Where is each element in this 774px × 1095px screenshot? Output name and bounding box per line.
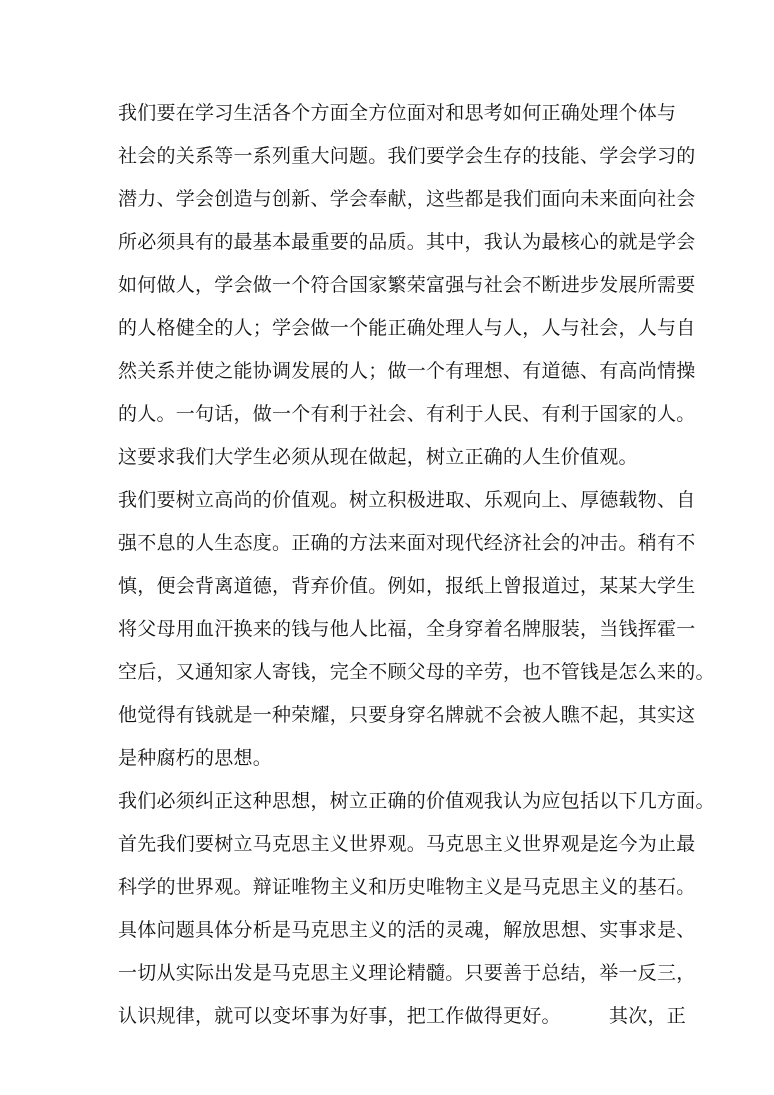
text-line: 慎，便会背离道德，背弃价值。例如，报纸上曾报道过，某某大学生 bbox=[118, 575, 696, 597]
text-line: 强不息的人生态度。正确的方法来面对现代经济社会的冲击。稍有不 bbox=[118, 532, 696, 554]
text-line: 具体问题具体分析是马克思主义的活的灵魂，解放思想、实事求是、 bbox=[118, 919, 696, 941]
text-line: 然关系并使之能协调发展的人；做一个有理想、有道德、有高尚情操 bbox=[118, 360, 696, 382]
text-line: 的人格健全的人；学会做一个能正确处理人与人，人与社会，人与自 bbox=[118, 317, 696, 339]
text-line: 的人。一句话，做一个有利于社会、有利于人民、有利于国家的人。 bbox=[118, 403, 696, 425]
text-line: 认识规律，就可以变坏事为好事，把工作做得更好。 其次，正 bbox=[118, 1005, 687, 1027]
text-line: 所必须具有的最基本最重要的品质。其中，我认为最核心的就是学会 bbox=[118, 231, 696, 253]
text-line: 一切从实际出发是马克思主义理论精髓。只要善于总结，举一反三， bbox=[118, 962, 696, 984]
text-line: 空后，又通知家人寄钱，完全不顾父母的辛劳，也不管钱是怎么来的。 bbox=[118, 661, 715, 683]
text-line: 如何做人，学会做一个符合国家繁荣富强与社会不断进步发展所需要 bbox=[118, 274, 696, 296]
text-line: 他觉得有钱就是一种荣耀，只要身穿名牌就不会被人瞧不起，其实这 bbox=[118, 704, 696, 726]
text-line: 社会的关系等一系列重大问题。我们要学会生存的技能、学会学习的 bbox=[118, 145, 696, 167]
text-line: 是种腐朽的思想。 bbox=[118, 747, 273, 769]
text-line: 潜力、学会创造与创新、学会奉献，这些都是我们面向未来面向社会 bbox=[118, 188, 696, 210]
text-line: 这要求我们大学生必须从现在做起，树立正确的人生价值观。 bbox=[118, 446, 638, 468]
text-line: 我们要在学习生活各个方面全方位面对和思考如何正确处理个体与 bbox=[118, 102, 677, 124]
text-line: 将父母用血汗换来的钱与他人比福，全身穿着名牌服装，当钱挥霍一 bbox=[118, 618, 696, 640]
text-line: 我们要树立高尚的价值观。树立积极进取、乐观向上、厚德载物、自 bbox=[118, 489, 696, 511]
text-line: 科学的世界观。辩证唯物主义和历史唯物主义是马克思主义的基石。 bbox=[118, 876, 696, 898]
text-line: 我们必须纠正这种思想，树立正确的价值观我认为应包括以下几方面。 bbox=[118, 790, 715, 812]
text-line: 首先我们要树立马克思主义世界观。马克思主义世界观是迄今为止最 bbox=[118, 833, 696, 855]
